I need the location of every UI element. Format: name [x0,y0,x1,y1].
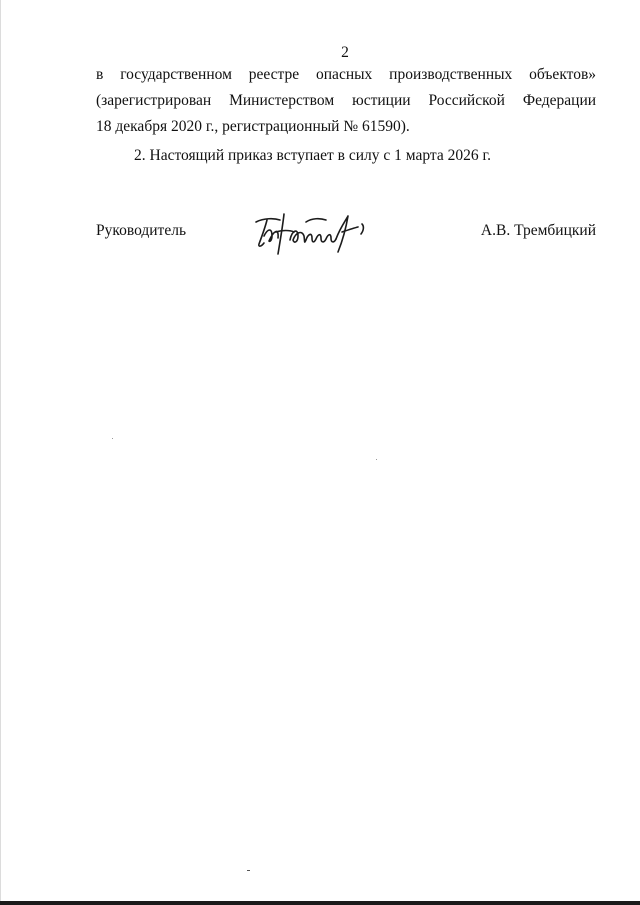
word: в [96,66,104,83]
handwritten-signature [250,210,370,258]
word: производственных [389,66,513,83]
word: опасных [316,66,373,83]
paragraph-continuation [96,62,596,140]
scan-speck [112,438,113,439]
word: Российской [428,92,505,109]
word: государственном [120,66,232,83]
scan-speck [247,870,250,871]
paragraph-line-2 [96,88,596,114]
paragraph-line-1 [96,62,596,88]
paragraph-line-3: 18 декабря 2020 г., регистрационный № 61590). [96,118,410,135]
word: (зарегистрирован [96,92,212,109]
word: Министерством [229,92,335,109]
scan-speck [376,459,377,460]
word: реестре [248,66,300,83]
signer-title: Руководитель [96,222,187,239]
clause-2-effective-date: 2. Настоящий приказ вступает в силу с 1 марта 2026 г. [134,147,491,164]
scan-bottom-edge [0,901,640,905]
word: Федерации [522,92,597,109]
page-number: 2 [341,44,349,61]
word: объектов» [529,66,597,83]
signer-name: А.В. Трембицкий [480,222,596,239]
signature-block [96,218,596,258]
word: юстиции [352,92,411,109]
scan-left-edge [0,0,1,905]
